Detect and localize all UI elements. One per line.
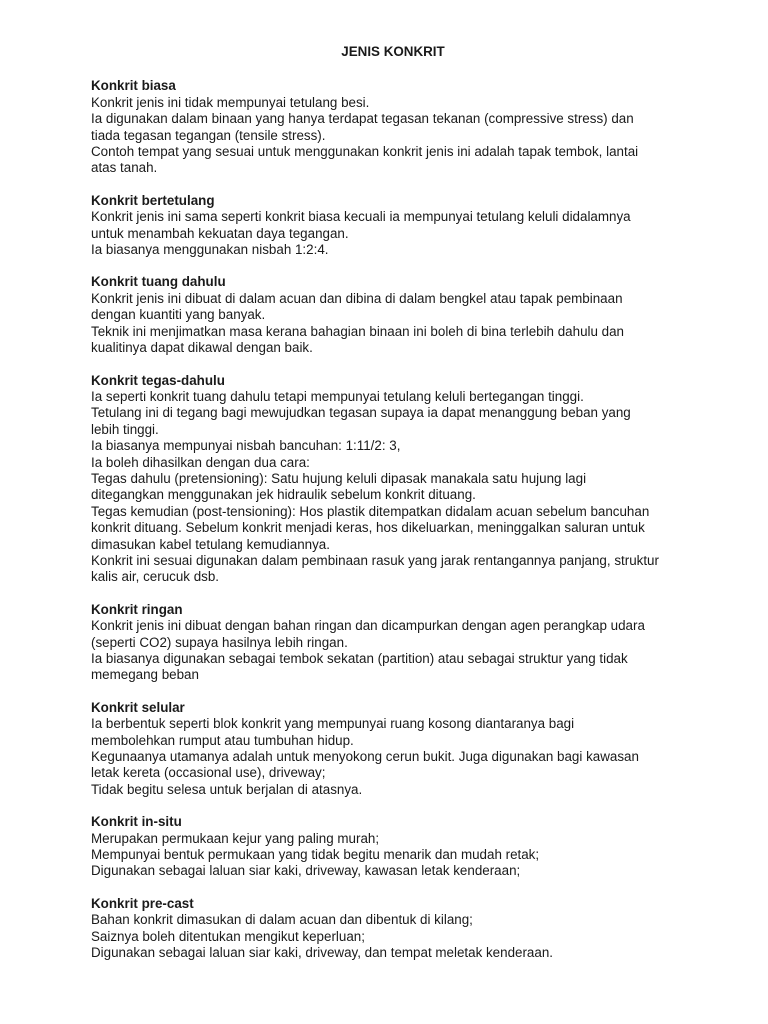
section bbox=[91, 373, 691, 586]
section-text-line: Merupakan permukaan kejur yang paling murah; bbox=[91, 830, 380, 846]
section-text-line: Teknik ini menjimatkan masa kerana bahagian binaan ini boleh di bina terlebih dahulu dan bbox=[91, 323, 625, 339]
section-text-line: konkrit dituang. Sebelum konkrit menjadi keras, hos dikeluarkan, meninggalkan saluran untuk bbox=[91, 520, 645, 536]
section-text-line: Konkrit jenis ini sama seperti konkrit biasa kecuali ia mempunyai tetulang keluli didalamnya bbox=[91, 209, 631, 225]
section-list bbox=[91, 78, 691, 961]
section-text-line: Mempunyai bentuk permukaan yang tidak begitu menarik dan mudah retak; bbox=[91, 847, 540, 863]
section-text-line: Tetulang ini di tegang bagi mewujudkan tegasan supaya ia dapat menanggung beban yang bbox=[91, 405, 631, 421]
section-text-line: ditegangkan menggunakan jek hidraulik sebelum konkrit dituang. bbox=[91, 487, 476, 503]
section-text-line: memegang beban bbox=[91, 667, 199, 683]
section-text-line: letak kereta (occasional use), driveway; bbox=[91, 765, 326, 781]
section-text-line: Tegas dahulu (pretensioning): Satu hujung keluli dipasak manakala satu hujung lagi bbox=[91, 470, 587, 486]
section-text-line: membolehkan rumput atau tumbuhan hidup. bbox=[91, 732, 354, 748]
section-text-line: Contoh tempat yang sesuai untuk menggunakan konkrit jenis ini adalah tapak tembok, lantai bbox=[91, 144, 639, 160]
section-heading: Konkrit biasa bbox=[91, 78, 176, 94]
section-text-line: Konkrit jenis ini dibuat di dalam acuan dan dibina di dalam bengkel atau tapak pembinaan bbox=[91, 290, 623, 306]
section-text-line: Konkrit jenis ini dibuat dengan bahan ringan dan dicampurkan dengan agen perangkap udara bbox=[91, 618, 645, 634]
section-text-line: untuk menambah kekuatan daya tegangan. bbox=[91, 225, 349, 241]
section-heading: Konkrit pre-cast bbox=[91, 895, 194, 911]
section-text-line: Tidak begitu selesa untuk berjalan di atasnya. bbox=[91, 781, 363, 797]
section-text-line: Bahan konkrit dimasukan di dalam acuan dan dibentuk di kilang; bbox=[91, 912, 473, 928]
section-text-line: Konkrit ini sesuai digunakan dalam pembinaan rasuk yang jarak rentangannya panjang, struktur bbox=[91, 552, 659, 568]
section-text-line: Konkrit jenis ini tidak mempunyai tetulang besi. bbox=[91, 94, 370, 110]
section-heading: Konkrit in-situ bbox=[91, 814, 182, 830]
section-text-line: dimasukan kabel tetulang kemudiannya. bbox=[91, 536, 330, 552]
section-text-line: Ia boleh dihasilkan dengan dua cara: bbox=[91, 454, 310, 470]
section-text-line: Ia biasanya digunakan sebagai tembok sekatan (partition) atau sebagai struktur yang tidak bbox=[91, 651, 628, 666]
document-title: JENIS KONKRIT bbox=[341, 44, 445, 59]
section-text-line: Ia biasanya menggunakan nisbah 1:2:4. bbox=[91, 242, 329, 258]
section bbox=[91, 814, 691, 880]
section-heading: Konkrit tegas-dahulu bbox=[91, 372, 225, 388]
section-text-line: Ia biasanya mempunyai nisbah bancuhan: 1:11/2: 3, bbox=[91, 438, 401, 454]
section bbox=[91, 274, 691, 356]
section-heading: Konkrit selular bbox=[91, 699, 185, 715]
section-text-line: Kegunaanya utamanya adalah untuk menyokong cerun bukit. Juga digunakan bagi kawasan bbox=[91, 749, 639, 765]
section-text-line: dengan kuantiti yang banyak. bbox=[91, 307, 266, 323]
section-text-line: kalis air, cerucuk dsb. bbox=[91, 569, 220, 585]
section bbox=[91, 896, 691, 962]
section-text-line: kualitinya dapat dikawal dengan baik. bbox=[91, 340, 313, 356]
document-body bbox=[91, 44, 691, 978]
section-heading: Konkrit tuang dahulu bbox=[91, 274, 226, 290]
section bbox=[91, 193, 691, 259]
section bbox=[91, 78, 691, 176]
section-text-line: Digunakan sebagai laluan siar kaki, driveway, dan tempat meletak kenderaan. bbox=[91, 945, 553, 961]
section bbox=[91, 700, 691, 798]
section-heading: Konkrit bertetulang bbox=[91, 192, 215, 208]
section-text-line: Tegas kemudian (post-tensioning): Hos plastik ditempatkan didalam acuan sebelum bancuhan bbox=[91, 503, 650, 519]
section-text-line: tiada tegasan tegangan (tensile stress). bbox=[91, 127, 326, 143]
section-heading: Konkrit ringan bbox=[91, 601, 183, 617]
section-text-line: atas tanah. bbox=[91, 160, 158, 176]
section bbox=[91, 602, 691, 684]
section-text-line: Ia digunakan dalam binaan yang hanya terdapat tegasan tekanan (compressive stress) dan bbox=[91, 111, 634, 127]
section-text-line: Digunakan sebagai laluan siar kaki, driveway, kawasan letak kenderaan; bbox=[91, 863, 521, 879]
section-text-line: Saiznya boleh ditentukan mengikut keperluan; bbox=[91, 928, 365, 944]
section-text-line: Ia berbentuk seperti blok konkrit yang mempunyai ruang kosong diantaranya bagi bbox=[91, 716, 575, 732]
section-text-line: Ia seperti konkrit tuang dahulu tetapi mempunyai tetulang keluli bertegangan tinggi. bbox=[91, 388, 584, 404]
section-text-line: (seperti CO2) supaya hasilnya lebih ringan. bbox=[91, 634, 348, 650]
section-text-line: lebih tinggi. bbox=[91, 421, 159, 437]
